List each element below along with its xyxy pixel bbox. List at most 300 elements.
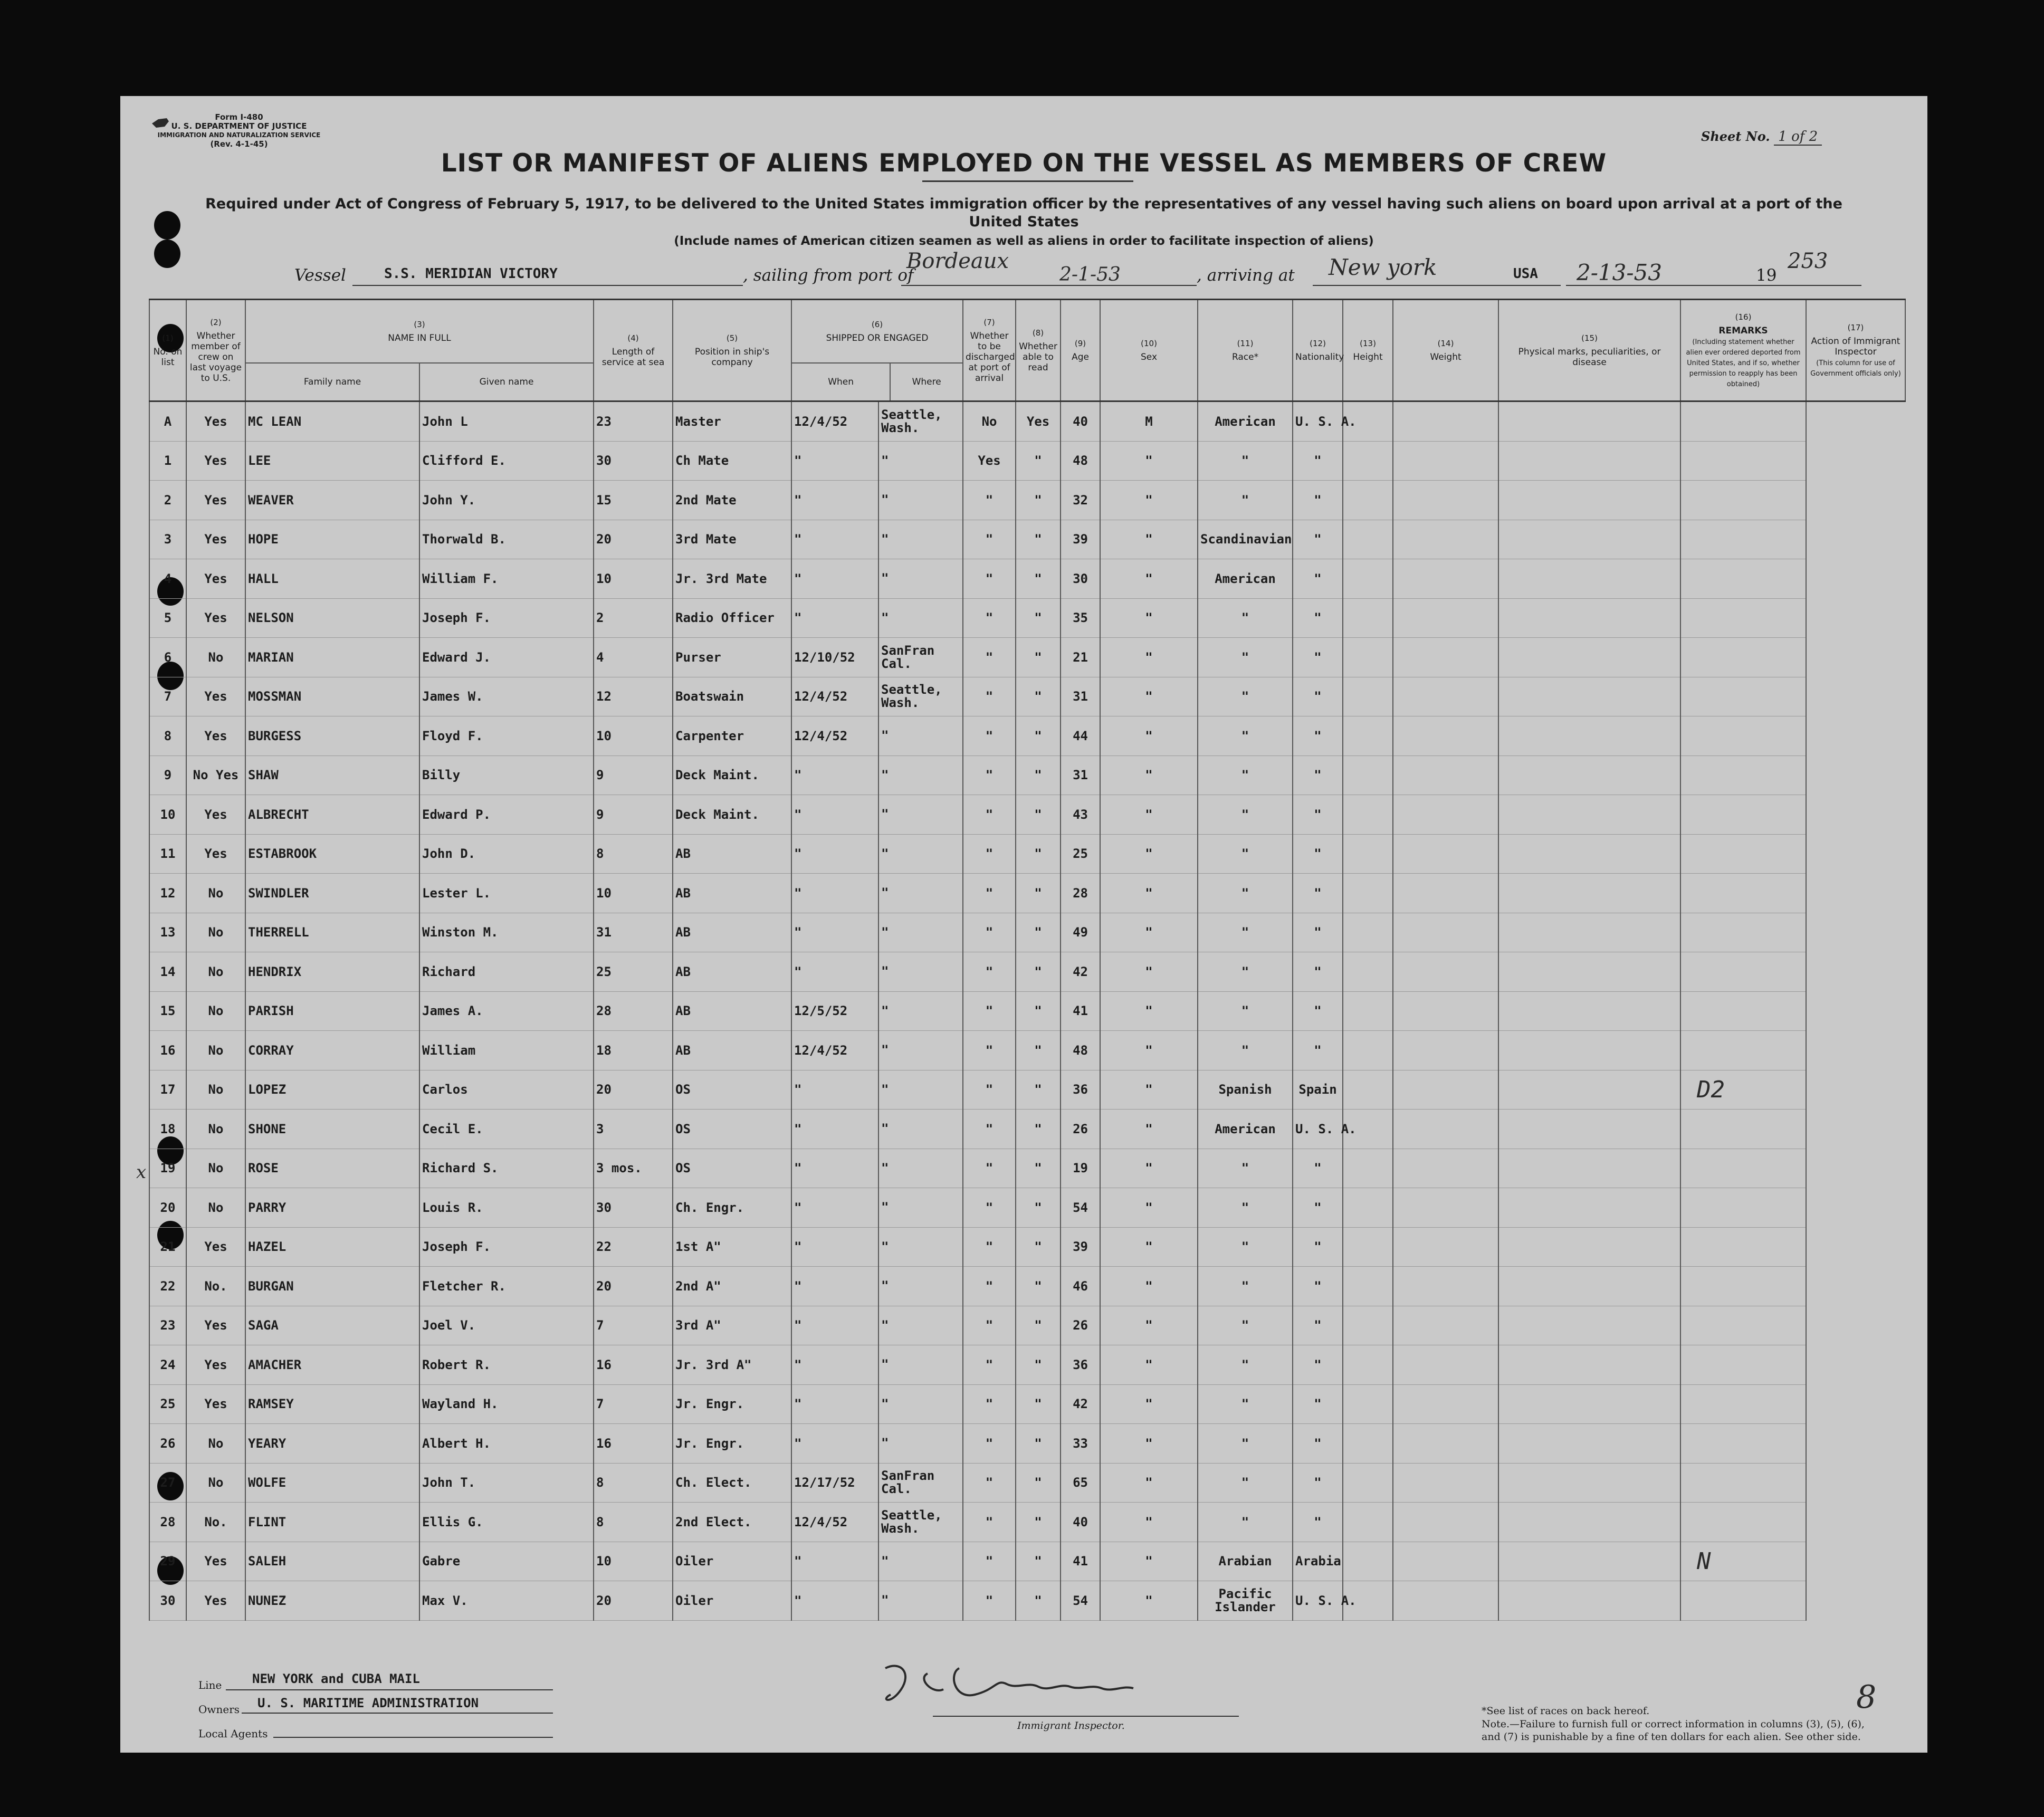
- cell-race: ": [1198, 441, 1293, 481]
- cell-able-to-read: ": [1016, 598, 1061, 638]
- cell-position: 3rd Mate: [673, 520, 791, 559]
- cell-discharge: ": [963, 1188, 1016, 1228]
- cell-discharge: ": [963, 1503, 1016, 1542]
- cell-able-to-read: ": [1016, 1306, 1061, 1345]
- table-row: [149, 598, 1905, 638]
- cell-sex: ": [1100, 874, 1198, 913]
- cell-remarks: [1498, 559, 1680, 599]
- cell-discharge: ": [963, 481, 1016, 520]
- cell-discharge: ": [963, 1227, 1016, 1267]
- cell-inspector-action: [1680, 1424, 1806, 1464]
- cell-age: 36: [1061, 1070, 1100, 1110]
- header-col13: (13) Height: [1343, 300, 1393, 401]
- header-when: When: [792, 364, 891, 400]
- cell-given-name: James W.: [419, 677, 594, 716]
- cell-given-name: Robert R.: [419, 1345, 594, 1385]
- date-underline: [1566, 285, 1861, 286]
- cell-remarks: [1498, 1227, 1680, 1267]
- arriving-date: 2-13-53: [1577, 260, 1662, 285]
- cell-shipped-where: ": [878, 1542, 963, 1581]
- cell-able-to-read: Yes: [1016, 401, 1061, 442]
- cell-age: 31: [1061, 677, 1100, 716]
- cell-family-name: THERRELL: [245, 913, 419, 952]
- cell-shipped-where: ": [878, 1384, 963, 1424]
- cell-row-number: 11: [149, 834, 186, 874]
- cell-able-to-read: ": [1016, 1227, 1061, 1267]
- cell-age: 21: [1061, 638, 1100, 677]
- year-label: 19: [1756, 266, 1777, 285]
- cell-shipped-where: ": [878, 1345, 963, 1385]
- cell-row-number: 22: [149, 1267, 186, 1306]
- cell-position: Ch Mate: [673, 441, 791, 481]
- table-row: [149, 795, 1905, 835]
- sheet-number-label: Sheet No.: [1701, 129, 1770, 144]
- cell-sex: ": [1100, 834, 1198, 874]
- form-identifier: [147, 113, 331, 149]
- cell-shipped-when: ": [791, 1306, 878, 1345]
- cell-nationality: ": [1293, 1149, 1343, 1188]
- header-col3: (3) NAME IN FULL Family name Given name: [245, 300, 594, 401]
- cell-service-length: 20: [594, 1070, 673, 1110]
- cell-remarks: [1498, 1463, 1680, 1503]
- cell-inspector-action: [1680, 559, 1806, 599]
- title-rule: [922, 180, 1133, 182]
- cell-shipped-when: 12/4/52: [791, 716, 878, 756]
- cell-age: 65: [1061, 1463, 1100, 1503]
- cell-nationality: ": [1293, 952, 1343, 992]
- cell-prior-voyage: No: [186, 1031, 245, 1070]
- cell-sex: ": [1100, 1424, 1198, 1464]
- cell-row-number: 12: [149, 874, 186, 913]
- cell-race: Pacific Islander: [1198, 1581, 1293, 1621]
- cell-weight: [1393, 1227, 1498, 1267]
- cell-position: Carpenter: [673, 716, 791, 756]
- header-col7: (7) Whether to be discharged at port of arrival: [963, 300, 1016, 401]
- cell-able-to-read: ": [1016, 795, 1061, 835]
- cell-weight: [1393, 1581, 1498, 1621]
- cell-row-number: 16: [149, 1031, 186, 1070]
- cell-height: [1343, 1188, 1393, 1228]
- cell-service-length: 9: [594, 795, 673, 835]
- cell-weight: [1393, 1503, 1498, 1542]
- cell-nationality: ": [1293, 1227, 1343, 1267]
- table-row: [149, 1149, 1905, 1188]
- cell-remarks: [1498, 952, 1680, 992]
- cell-sex: ": [1100, 1384, 1198, 1424]
- cell-family-name: BURGAN: [245, 1267, 419, 1306]
- cell-able-to-read: ": [1016, 1110, 1061, 1149]
- cell-discharge: ": [963, 1267, 1016, 1306]
- cell-inspector-action: D2: [1680, 1070, 1806, 1110]
- cell-given-name: Joseph F.: [419, 1227, 594, 1267]
- form-emblem-icon: [151, 116, 170, 130]
- cell-prior-voyage: Yes: [186, 598, 245, 638]
- vessel-underline: [352, 285, 743, 286]
- table-row: [149, 756, 1905, 795]
- crew-manifest-table: [149, 299, 1906, 1621]
- cell-row-number: 25: [149, 1384, 186, 1424]
- cell-service-length: 20: [594, 1581, 673, 1621]
- cell-prior-voyage: No.: [186, 1267, 245, 1306]
- cell-service-length: 28: [594, 991, 673, 1031]
- cell-discharge: ": [963, 559, 1016, 599]
- cell-prior-voyage: Yes: [186, 834, 245, 874]
- cell-given-name: James A.: [419, 991, 594, 1031]
- table-row: [149, 677, 1905, 716]
- cell-row-number: 27: [149, 1463, 186, 1503]
- table-row: [149, 1188, 1905, 1228]
- cell-discharge: ": [963, 716, 1016, 756]
- cell-able-to-read: ": [1016, 638, 1061, 677]
- cell-age: 26: [1061, 1306, 1100, 1345]
- cell-given-name: William F.: [419, 559, 594, 599]
- cell-discharge: ": [963, 1149, 1016, 1188]
- cell-age: 40: [1061, 401, 1100, 442]
- cell-weight: [1393, 795, 1498, 835]
- cell-age: 35: [1061, 598, 1100, 638]
- cell-age: 42: [1061, 952, 1100, 992]
- cell-race: ": [1198, 1267, 1293, 1306]
- cell-remarks: [1498, 1384, 1680, 1424]
- cell-sex: ": [1100, 1031, 1198, 1070]
- cell-height: [1343, 1503, 1393, 1542]
- cell-row-number: 17: [149, 1070, 186, 1110]
- cell-given-name: Louis R.: [419, 1188, 594, 1228]
- cell-height: [1343, 1306, 1393, 1345]
- cell-nationality: Arabia: [1293, 1542, 1343, 1581]
- cell-sex: ": [1100, 441, 1198, 481]
- cell-service-length: 2: [594, 598, 673, 638]
- cell-shipped-where: ": [878, 1188, 963, 1228]
- cell-able-to-read: ": [1016, 1031, 1061, 1070]
- cell-row-number: 8: [149, 716, 186, 756]
- arriving-label: , arriving at: [1197, 266, 1295, 285]
- cell-able-to-read: ": [1016, 756, 1061, 795]
- cell-weight: [1393, 991, 1498, 1031]
- cell-shipped-where: Seattle, Wash.: [878, 401, 963, 442]
- cell-race: ": [1198, 952, 1293, 992]
- cell-discharge: ": [963, 795, 1016, 835]
- cell-given-name: William: [419, 1031, 594, 1070]
- cell-family-name: SHONE: [245, 1110, 419, 1149]
- cell-height: [1343, 716, 1393, 756]
- cell-service-length: 16: [594, 1424, 673, 1464]
- cell-sex: ": [1100, 1581, 1198, 1621]
- cell-given-name: Joel V.: [419, 1306, 594, 1345]
- cell-discharge: ": [963, 1424, 1016, 1464]
- cell-weight: [1393, 952, 1498, 992]
- cell-service-length: 23: [594, 401, 673, 442]
- cell-service-length: 12: [594, 677, 673, 716]
- cell-service-length: 10: [594, 716, 673, 756]
- table-row: [149, 1503, 1905, 1542]
- cell-shipped-where: ": [878, 1424, 963, 1464]
- cell-weight: [1393, 638, 1498, 677]
- cell-prior-voyage: Yes: [186, 481, 245, 520]
- vessel-name: S.S. MERIDIAN VICTORY: [384, 266, 558, 282]
- cell-age: 41: [1061, 1542, 1100, 1581]
- manifest-sheet: [120, 96, 1927, 1753]
- cell-age: 30: [1061, 559, 1100, 599]
- cell-remarks: [1498, 1149, 1680, 1188]
- cell-discharge: No: [963, 401, 1016, 442]
- cell-row-number: 29: [149, 1542, 186, 1581]
- cell-race: Arabian: [1198, 1542, 1293, 1581]
- penalty-note: Note.—Failure to furnish full or correct information in columns (3), (5), (6), and (7) is punishable by a fine of ten dollars for each alien. See other side.: [1482, 1718, 1865, 1743]
- cell-discharge: ": [963, 1542, 1016, 1581]
- cell-inspector-action: [1680, 874, 1806, 913]
- cell-race: ": [1198, 1306, 1293, 1345]
- form-dept: U. S. DEPARTMENT OF JUSTICE: [171, 121, 307, 131]
- cell-discharge: ": [963, 874, 1016, 913]
- cell-discharge: ": [963, 1384, 1016, 1424]
- table-row: [149, 1031, 1905, 1070]
- cell-shipped-when: ": [791, 520, 878, 559]
- cell-discharge: ": [963, 1345, 1016, 1385]
- cell-shipped-where: ": [878, 559, 963, 599]
- cell-shipped-when: 12/17/52: [791, 1463, 878, 1503]
- cell-able-to-read: ": [1016, 1267, 1061, 1306]
- cell-prior-voyage: No: [186, 1188, 245, 1228]
- cell-given-name: Floyd F.: [419, 716, 594, 756]
- table-row: [149, 834, 1905, 874]
- cell-inspector-action: N: [1680, 1542, 1806, 1581]
- cell-age: 46: [1061, 1267, 1100, 1306]
- cell-discharge: ": [963, 1070, 1016, 1110]
- corner-mark: 8: [1856, 1679, 1877, 1716]
- cell-able-to-read: ": [1016, 1463, 1061, 1503]
- cell-weight: [1393, 401, 1498, 442]
- cell-remarks: [1498, 1503, 1680, 1542]
- cell-sex: ": [1100, 638, 1198, 677]
- page-title: LIST OR MANIFEST OF ALIENS EMPLOYED ON THE VESSEL AS MEMBERS OF CREW: [441, 149, 1607, 178]
- margin-x-mark: x: [136, 1162, 147, 1183]
- cell-remarks: [1498, 1306, 1680, 1345]
- cell-family-name: RAMSEY: [245, 1384, 419, 1424]
- cell-discharge: ": [963, 991, 1016, 1031]
- cell-remarks: [1498, 834, 1680, 874]
- cell-family-name: ALBRECHT: [245, 795, 419, 835]
- cell-able-to-read: ": [1016, 1188, 1061, 1228]
- sailing-underline: [901, 285, 1197, 286]
- table-row: [149, 952, 1905, 992]
- cell-shipped-when: ": [791, 834, 878, 874]
- cell-row-number: 30: [149, 1581, 186, 1621]
- cell-shipped-when: 12/5/52: [791, 991, 878, 1031]
- cell-prior-voyage: Yes: [186, 677, 245, 716]
- cell-service-length: 3 mos.: [594, 1149, 673, 1188]
- header-col1: (1) No. on list: [149, 300, 186, 401]
- cell-family-name: YEARY: [245, 1424, 419, 1464]
- cell-position: Ch. Elect.: [673, 1463, 791, 1503]
- cell-family-name: SWINDLER: [245, 874, 419, 913]
- table-row: [149, 1070, 1905, 1110]
- header-col6: (6) SHIPPED OR ENGAGED When Where: [791, 300, 963, 401]
- cell-sex: ": [1100, 677, 1198, 716]
- cell-inspector-action: [1680, 834, 1806, 874]
- cell-race: ": [1198, 1149, 1293, 1188]
- cell-family-name: PARRY: [245, 1188, 419, 1228]
- cell-shipped-where: ": [878, 834, 963, 874]
- cell-age: 49: [1061, 913, 1100, 952]
- cell-height: [1343, 795, 1393, 835]
- cell-nationality: U. S. A.: [1293, 1110, 1343, 1149]
- cell-service-length: 7: [594, 1384, 673, 1424]
- cell-age: 54: [1061, 1581, 1100, 1621]
- cell-sex: ": [1100, 795, 1198, 835]
- cell-race: ": [1198, 677, 1293, 716]
- cell-age: 43: [1061, 795, 1100, 835]
- cell-given-name: John D.: [419, 834, 594, 874]
- header-col15: (15) Physical marks, peculiarities, or disease: [1498, 300, 1680, 401]
- cell-row-number: 3: [149, 520, 186, 559]
- cell-family-name: WOLFE: [245, 1463, 419, 1503]
- cell-given-name: Winston M.: [419, 913, 594, 952]
- cell-nationality: ": [1293, 1306, 1343, 1345]
- cell-service-length: 8: [594, 1503, 673, 1542]
- cell-service-length: 4: [594, 638, 673, 677]
- cell-family-name: ESTABROOK: [245, 834, 419, 874]
- cell-sex: ": [1100, 1463, 1198, 1503]
- cell-shipped-when: ": [791, 1110, 878, 1149]
- cell-shipped-when: ": [791, 598, 878, 638]
- cell-position: Jr. 3rd Mate: [673, 559, 791, 599]
- cell-nationality: ": [1293, 1384, 1343, 1424]
- cell-height: [1343, 1070, 1393, 1110]
- cell-given-name: Clifford E.: [419, 441, 594, 481]
- cell-shipped-where: ": [878, 874, 963, 913]
- cell-weight: [1393, 1031, 1498, 1070]
- cell-race: American: [1198, 559, 1293, 599]
- cell-shipped-where: ": [878, 913, 963, 952]
- cell-nationality: ": [1293, 756, 1343, 795]
- cell-weight: [1393, 716, 1498, 756]
- cell-family-name: MARIAN: [245, 638, 419, 677]
- cell-given-name: Wayland H.: [419, 1384, 594, 1424]
- table-row: [149, 559, 1905, 599]
- arriving-port: New york: [1329, 254, 1437, 280]
- cell-height: [1343, 1227, 1393, 1267]
- cell-discharge: ": [963, 677, 1016, 716]
- cell-family-name: NUNEZ: [245, 1581, 419, 1621]
- cell-discharge: ": [963, 834, 1016, 874]
- table-row: [149, 441, 1905, 481]
- table-row: [149, 1267, 1905, 1306]
- cell-service-length: 18: [594, 1031, 673, 1070]
- table-row: [149, 1306, 1905, 1345]
- cell-given-name: Edward P.: [419, 795, 594, 835]
- cell-able-to-read: ": [1016, 481, 1061, 520]
- cell-able-to-read: ": [1016, 952, 1061, 992]
- table-row: [149, 716, 1905, 756]
- cell-inspector-action: [1680, 1463, 1806, 1503]
- cell-remarks: [1498, 1581, 1680, 1621]
- cell-prior-voyage: No.: [186, 1503, 245, 1542]
- cell-sex: ": [1100, 1149, 1198, 1188]
- cell-row-number: 13: [149, 913, 186, 952]
- cell-height: [1343, 1542, 1393, 1581]
- cell-sex: ": [1100, 1188, 1198, 1228]
- footer-owners-underline: [242, 1713, 553, 1714]
- header-col2: (2) Whether member of crew on last voyage to U.S.: [186, 300, 245, 401]
- cell-able-to-read: ": [1016, 520, 1061, 559]
- cell-age: 39: [1061, 1227, 1100, 1267]
- cell-discharge: Yes: [963, 441, 1016, 481]
- cell-family-name: MOSSMAN: [245, 677, 419, 716]
- cell-age: 32: [1061, 481, 1100, 520]
- cell-given-name: Cecil E.: [419, 1110, 594, 1149]
- cell-nationality: ": [1293, 1267, 1343, 1306]
- cell-remarks: [1498, 401, 1680, 442]
- cell-shipped-where: ": [878, 1070, 963, 1110]
- cell-nationality: ": [1293, 991, 1343, 1031]
- cell-remarks: [1498, 1542, 1680, 1581]
- cell-nationality: U. S. A.: [1293, 1581, 1343, 1621]
- cell-family-name: WEAVER: [245, 481, 419, 520]
- cell-prior-voyage: Yes: [186, 559, 245, 599]
- cell-weight: [1393, 1149, 1498, 1188]
- cell-discharge: ": [963, 1110, 1016, 1149]
- cell-service-length: 30: [594, 441, 673, 481]
- cell-position: 2nd Elect.: [673, 1503, 791, 1542]
- cell-prior-voyage: Yes: [186, 1227, 245, 1267]
- cell-inspector-action: [1680, 598, 1806, 638]
- cell-weight: [1393, 677, 1498, 716]
- cell-nationality: ": [1293, 834, 1343, 874]
- table-row: [149, 1542, 1905, 1581]
- cell-height: [1343, 441, 1393, 481]
- cell-row-number: 7: [149, 677, 186, 716]
- cell-row-number: 20: [149, 1188, 186, 1228]
- cell-family-name: AMACHER: [245, 1345, 419, 1385]
- footer-owners-value: U. S. MARITIME ADMINISTRATION: [257, 1696, 479, 1710]
- cell-height: [1343, 1267, 1393, 1306]
- cell-shipped-when: ": [791, 913, 878, 952]
- cell-inspector-action: [1680, 481, 1806, 520]
- cell-family-name: NELSON: [245, 598, 419, 638]
- cell-inspector-action: [1680, 1384, 1806, 1424]
- arriving-underline: [1313, 285, 1561, 286]
- cell-row-number: 26: [149, 1424, 186, 1464]
- cell-prior-voyage: No: [186, 913, 245, 952]
- cell-able-to-read: ": [1016, 1149, 1061, 1188]
- page-subtitle: Required under Act of Congress of February 5, 1917, to be delivered to the United States immigration officer by the representatives of any vessel having such aliens on board upon arrival at a port of the United States: [205, 196, 1842, 230]
- cell-nationality: Spain: [1293, 1070, 1343, 1110]
- cell-weight: [1393, 520, 1498, 559]
- cell-weight: [1393, 1424, 1498, 1464]
- cell-nationality: ": [1293, 716, 1343, 756]
- cell-row-number: 6: [149, 638, 186, 677]
- cell-discharge: ": [963, 520, 1016, 559]
- cell-discharge: ": [963, 952, 1016, 992]
- header-col5: (5) Position in ship's company: [673, 300, 791, 401]
- table-row: [149, 1384, 1905, 1424]
- form-number: Form I-480: [215, 112, 263, 122]
- cell-inspector-action: [1680, 795, 1806, 835]
- cell-prior-voyage: No: [186, 1424, 245, 1464]
- table-row: [149, 991, 1905, 1031]
- cell-weight: [1393, 1267, 1498, 1306]
- cell-given-name: Max V.: [419, 1581, 594, 1621]
- cell-remarks: [1498, 1345, 1680, 1385]
- sailing-label: , sailing from port of: [743, 266, 914, 285]
- cell-shipped-when: ": [791, 952, 878, 992]
- cell-family-name: SAGA: [245, 1306, 419, 1345]
- table-row: [149, 481, 1905, 520]
- footer-line-label: Line: [198, 1679, 222, 1691]
- cell-sex: ": [1100, 1306, 1198, 1345]
- cell-race: ": [1198, 834, 1293, 874]
